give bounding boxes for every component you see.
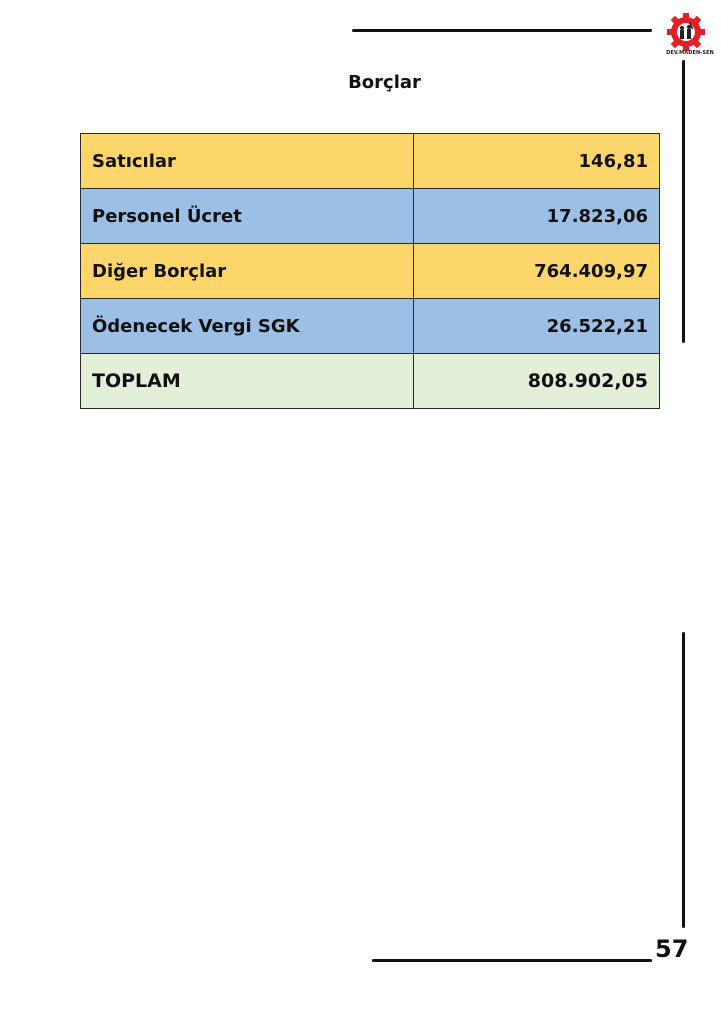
table-row (81, 189, 660, 244)
right-rule-upper (682, 60, 685, 343)
right-rule-lower (682, 632, 685, 928)
row-label: Satıcılar (81, 134, 414, 189)
row-label: Personel Ücret (81, 189, 414, 244)
total-amount: 808.902,05 (414, 354, 660, 409)
row-amount: 146,81 (414, 134, 660, 189)
row-amount: 764.409,97 (414, 244, 660, 299)
bottom-rule (372, 959, 652, 962)
row-amount: 26.522,21 (414, 299, 660, 354)
total-label: TOPLAM (81, 354, 414, 409)
top-rule (352, 29, 652, 32)
page-number: 57 (655, 935, 689, 963)
debts-table (80, 133, 660, 409)
page-title: Borçlar (348, 72, 421, 93)
logo-text: DEV.MADEN-SEN (666, 50, 714, 56)
table-row (81, 244, 660, 299)
table-row (81, 299, 660, 354)
row-amount: 17.823,06 (414, 189, 660, 244)
table-row (81, 134, 660, 189)
total-row (81, 354, 660, 409)
row-label: Ödenecek Vergi SGK (81, 299, 414, 354)
row-label: Diğer Borçlar (81, 244, 414, 299)
